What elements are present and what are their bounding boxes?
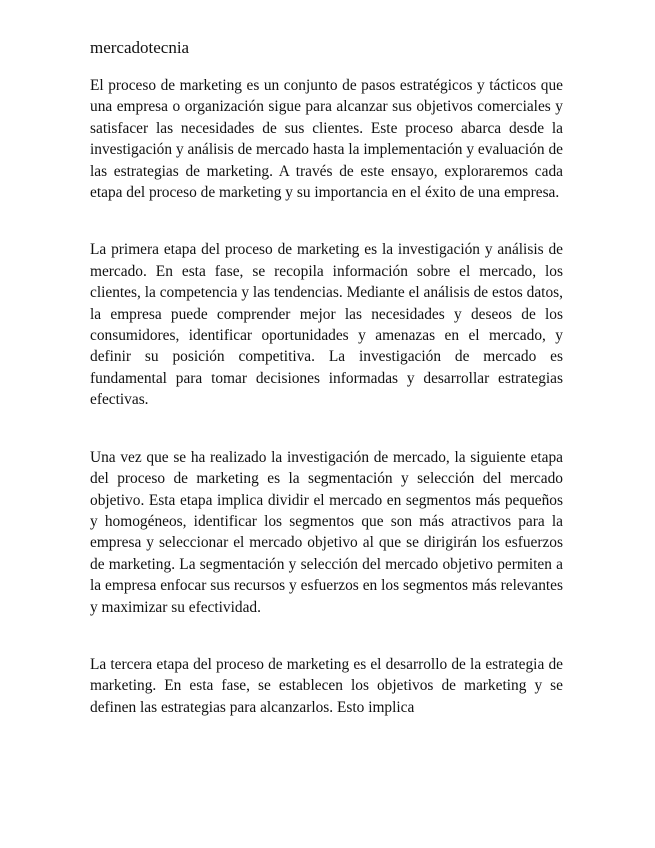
paragraph-introduction: El proceso de marketing es un conjunto de pasos estratégicos y tácticos que una empresa o organización sigue para alcanzar sus objetivos comerciales y satisfacer las necesidades de sus clientes. Este proceso abarca desde la investigación y análisis de mercado hasta la implementación y evaluación de las estrategias de marketing. A través de este ensayo, exploraremos cada etapa del proceso de marketing y su importancia en el éxito de una empresa. bbox=[90, 77, 563, 202]
paragraph-segmentation: Una vez que se ha realizado la investigación de mercado, la siguiente etapa del proceso de marketing es la segmentación y selección del mercado objetivo. Esta etapa implica dividir el mercado en segmentos más pequeños y homogéneos, identificar los segmentos que son más atractivos para la empresa y seleccionar el mercado objetivo al que se dirigirán los esfuerzos de marketing. La segmentación y selección del mercado objetivo permiten a la empresa enfocar sus recursos y esfuerzos en los segmentos más relevantes y maximizar su efectividad. bbox=[90, 448, 563, 616]
document-body bbox=[90, 36, 563, 718]
paragraph-strategy-development: La tercera etapa del proceso de marketing es el desarrollo de la estrategia de marketing. En esta fase, se establecen los objetivos de marketing y se definen las estrategias para alcanzarlos. Esto implica bbox=[90, 655, 563, 716]
paragraph-market-research: La primera etapa del proceso de marketing es la investigación y análisis de mercado. En esta fase, se recopila información sobre el mercado, los clientes, la competencia y las tendencias. Mediante el análisis de estos datos, la empresa puede comprender mejor las necesidades y deseos de los consumidores, identificar oportunidades y amenazas en el mercado, y definir su posición competitiva. La investigación de mercado es fundamental para tomar decisiones informadas y desarrollar estrategias efectivas. bbox=[90, 241, 563, 409]
document-title: mercadotecnia bbox=[90, 38, 190, 57]
